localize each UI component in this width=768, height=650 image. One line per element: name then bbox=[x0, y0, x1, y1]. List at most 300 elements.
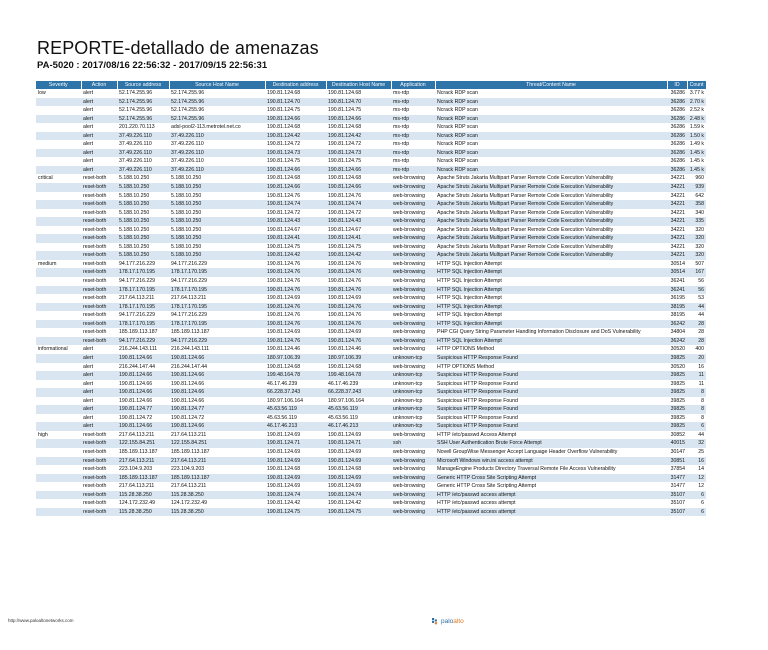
cell-threat-name: HTTP OPTIONS Method bbox=[437, 346, 494, 353]
cell-destination-address: 190.81.124.76 bbox=[267, 278, 301, 285]
cell-severity bbox=[36, 294, 81, 303]
cell-source-address: 217.64.113.211 bbox=[117, 457, 169, 466]
cell-severity bbox=[36, 303, 81, 312]
cell-application: web-browsing bbox=[391, 303, 435, 312]
cell-severity bbox=[36, 115, 81, 124]
cell-application: unknown-tcp bbox=[393, 380, 423, 387]
cell-action: reset-both bbox=[81, 320, 117, 329]
cell-count: 320 bbox=[695, 243, 704, 250]
cell-application: web-browsing bbox=[393, 312, 426, 319]
cell-threat-name: Generic HTTP Cross Site Scripting Attempt bbox=[435, 474, 667, 483]
table-row bbox=[36, 354, 706, 363]
cell-source-host-name: 178.17.170.195 bbox=[169, 320, 265, 329]
cell-destination-address: 190.81.124.66 bbox=[265, 183, 326, 192]
cell-destination-host-name: 190.81.124.42 bbox=[326, 132, 391, 141]
cell-application: web-browsing bbox=[391, 217, 435, 226]
header-source-host-name: Source Host Name bbox=[169, 81, 265, 89]
cell-count: 44 bbox=[687, 303, 706, 312]
cell-destination-host-name: 190.81.124.42 bbox=[326, 251, 391, 260]
cell-action: reset-both bbox=[83, 295, 107, 302]
cell-destination-host-name: 190.81.124.72 bbox=[328, 141, 362, 148]
cell-destination-address: 190.81.124.69 bbox=[267, 431, 301, 438]
cell-severity bbox=[36, 380, 81, 389]
table-row bbox=[36, 431, 706, 440]
cell-action: alert bbox=[83, 158, 94, 165]
cell-source-address: 178.17.170.195 bbox=[117, 268, 169, 277]
cell-application: web-browsing bbox=[391, 234, 435, 243]
cell-source-address: 37.49.226.110 bbox=[119, 141, 152, 148]
cell-action: reset-both bbox=[83, 192, 107, 199]
cell-source-host-name: 190.81.124.66 bbox=[169, 388, 265, 397]
cell-severity bbox=[36, 482, 81, 491]
cell-count: 14 bbox=[698, 466, 704, 473]
cell-threat-id: 34221 bbox=[667, 183, 687, 192]
cell-source-host-name: 190.81.124.66 bbox=[171, 397, 205, 404]
cell-action: reset-both bbox=[81, 183, 117, 192]
cell-count: 1.49 k bbox=[689, 141, 704, 148]
cell-threat-id: 34221 bbox=[667, 217, 687, 226]
cell-action: reset-both bbox=[83, 312, 107, 319]
cell-threat-name: HTTP /etc/passwd access attempt bbox=[435, 508, 667, 517]
cell-count: 28 bbox=[687, 337, 706, 346]
cell-severity: low bbox=[38, 90, 46, 96]
table-row bbox=[36, 337, 706, 346]
cell-threat-id: 35107 bbox=[667, 491, 687, 500]
cell-count: 20 bbox=[687, 354, 706, 363]
cell-destination-host-name: 190.81.124.75 bbox=[328, 107, 362, 114]
cell-severity bbox=[36, 251, 81, 260]
cell-threat-name: Suspicious HTTP Response Found bbox=[437, 414, 518, 421]
cell-count: 12 bbox=[687, 474, 706, 483]
cell-count: 642 bbox=[695, 192, 704, 199]
cell-source-host-name: 217.64.113.211 bbox=[171, 483, 207, 490]
table-row bbox=[36, 260, 706, 269]
table-row bbox=[36, 174, 706, 183]
cell-source-address: 217.64.113.211 bbox=[119, 431, 155, 438]
cell-threat-id: 36286 bbox=[667, 149, 687, 158]
cell-action: reset-both bbox=[81, 234, 117, 243]
cell-threat-name: Suspicious HTTP Response Found bbox=[437, 380, 518, 387]
table-row bbox=[36, 465, 706, 474]
cell-application: web-browsing bbox=[391, 491, 435, 500]
cell-source-address: 185.189.113.187 bbox=[119, 448, 158, 455]
cell-source-address: 5.188.10.250 bbox=[119, 226, 150, 233]
cell-source-host-name: 94.177.216.229 bbox=[171, 260, 208, 267]
cell-severity bbox=[36, 397, 81, 406]
cell-destination-host-name: 190.81.124.42 bbox=[328, 500, 362, 507]
cell-severity bbox=[36, 268, 81, 277]
cell-destination-address: 190.81.124.69 bbox=[267, 295, 301, 302]
cell-threat-id: 34221 bbox=[670, 192, 685, 199]
cell-action: alert bbox=[83, 397, 94, 404]
cell-source-host-name: 190.81.124.66 bbox=[169, 354, 265, 363]
cell-threat-id: 36286 bbox=[670, 158, 685, 165]
cell-action: reset-both bbox=[83, 483, 107, 490]
cell-action: reset-both bbox=[83, 175, 107, 182]
cell-count: 32 bbox=[687, 439, 706, 448]
table-row bbox=[36, 448, 706, 457]
cell-application: web-browsing bbox=[393, 175, 426, 182]
cell-destination-host-name: 46.17.46.213 bbox=[326, 422, 391, 431]
cell-destination-host-name: 190.81.124.68 bbox=[328, 124, 362, 131]
cell-threat-name: Ncrack RDP scan bbox=[435, 149, 667, 158]
paloalto-logo bbox=[432, 618, 464, 625]
cell-threat-id: 36242 bbox=[667, 337, 687, 346]
cell-application: unknown-tcp bbox=[391, 354, 435, 363]
cell-destination-address: 180.97.106.164 bbox=[267, 397, 304, 404]
cell-destination-host-name: 190.81.124.75 bbox=[328, 158, 362, 165]
paloalto-logo-icon bbox=[432, 618, 439, 625]
cell-source-address: 5.188.10.250 bbox=[117, 183, 169, 192]
cell-threat-id: 30851 bbox=[667, 457, 687, 466]
cell-action: alert bbox=[81, 422, 117, 431]
cell-action: reset-both bbox=[81, 303, 117, 312]
cell-action: reset-both bbox=[83, 260, 107, 267]
table-row bbox=[36, 106, 706, 115]
cell-severity bbox=[36, 422, 81, 431]
cell-application: ms-rdp bbox=[393, 90, 410, 96]
cell-source-address: 178.17.170.195 bbox=[117, 303, 169, 312]
cell-source-host-name: 37.49.226.110 bbox=[169, 132, 265, 141]
cell-source-address: 52.174.255.96 bbox=[119, 107, 153, 114]
cell-action: reset-both bbox=[83, 329, 107, 336]
cell-source-host-name: 217.64.113.211 bbox=[169, 457, 265, 466]
table-row bbox=[36, 482, 706, 491]
cell-destination-address: 199.48.164.78 bbox=[265, 371, 326, 380]
cell-destination-host-name: 190.81.124.72 bbox=[328, 209, 362, 216]
cell-threat-name: Apache Struts Jakarta Multipart Parser Remote Code Execution Vulnerability bbox=[435, 251, 667, 260]
cell-source-address: 37.49.226.110 bbox=[117, 149, 169, 158]
cell-destination-address: 190.81.124.75 bbox=[267, 107, 301, 114]
cell-threat-name: HTTP SQL Injection Attempt bbox=[437, 312, 502, 319]
cell-source-host-name: 190.81.124.66 bbox=[169, 422, 265, 431]
cell-application: web-browsing bbox=[391, 268, 435, 277]
cell-application: unknown-tcp bbox=[391, 422, 435, 431]
cell-severity bbox=[36, 363, 81, 372]
cell-severity bbox=[36, 286, 81, 295]
cell-source-host-name: 5.188.10.250 bbox=[169, 217, 265, 226]
table-row bbox=[36, 268, 706, 277]
cell-destination-host-name: 190.81.124.74 bbox=[326, 200, 391, 209]
cell-severity bbox=[36, 491, 81, 500]
cell-destination-address: 66.228.37.243 bbox=[265, 388, 326, 397]
cell-source-address: 190.81.124.66 bbox=[117, 388, 169, 397]
table-row bbox=[36, 311, 706, 320]
cell-source-address: 5.188.10.250 bbox=[119, 175, 150, 182]
cell-severity bbox=[36, 217, 81, 226]
table-row bbox=[36, 140, 706, 149]
cell-severity bbox=[36, 337, 81, 346]
cell-source-host-name: 217.64.113.211 bbox=[171, 295, 207, 302]
cell-application: web-browsing bbox=[393, 243, 426, 250]
cell-action: alert bbox=[81, 371, 117, 380]
cell-severity bbox=[36, 457, 81, 466]
cell-threat-name: HTTP OPTIONS Method bbox=[437, 363, 494, 370]
cell-action: reset-both bbox=[83, 278, 107, 285]
cell-destination-host-name: 190.81.124.73 bbox=[326, 149, 391, 158]
cell-application: web-browsing bbox=[391, 508, 435, 517]
cell-destination-host-name: 190.81.124.68 bbox=[328, 466, 362, 473]
cell-destination-address: 190.81.124.74 bbox=[265, 491, 326, 500]
cell-destination-host-name: 190.81.124.69 bbox=[328, 329, 362, 336]
cell-application: web-browsing bbox=[393, 346, 426, 353]
cell-destination-address: 190.81.124.69 bbox=[267, 483, 301, 490]
cell-action: alert bbox=[83, 380, 94, 387]
cell-severity bbox=[36, 183, 81, 192]
table-row bbox=[36, 149, 706, 158]
cell-severity: critical bbox=[38, 175, 53, 182]
cell-application: unknown-tcp bbox=[391, 405, 435, 414]
cell-severity bbox=[36, 226, 81, 235]
cell-severity: informational bbox=[38, 346, 68, 353]
cell-destination-host-name: 190.81.124.76 bbox=[328, 260, 362, 267]
cell-source-host-name: 185.189.113.187 bbox=[171, 329, 210, 336]
cell-threat-id: 39825 bbox=[670, 380, 685, 387]
cell-count: 44 bbox=[698, 312, 704, 319]
cell-application: web-browsing bbox=[391, 457, 435, 466]
cell-destination-host-name: 190.81.124.68 bbox=[328, 175, 362, 182]
cell-threat-name: HTTP /etc/passwd access attempt bbox=[437, 500, 516, 507]
cell-destination-address: 190.81.124.76 bbox=[265, 303, 326, 312]
cell-threat-name: Ncrack RDP scan bbox=[435, 98, 667, 107]
cell-source-host-name: 217.64.113.211 bbox=[171, 431, 207, 438]
cell-action: reset-both bbox=[81, 251, 117, 260]
cell-destination-host-name: 190.81.124.76 bbox=[326, 286, 391, 295]
cell-source-host-name: 115.28.38.250 bbox=[169, 491, 265, 500]
cell-count: 320 bbox=[687, 251, 706, 260]
cell-action: alert bbox=[81, 115, 117, 124]
cell-source-address: 190.81.124.66 bbox=[117, 371, 169, 380]
cell-threat-id: 30852 bbox=[670, 431, 685, 438]
table-row bbox=[36, 499, 706, 508]
cell-count: 1.45 k bbox=[689, 158, 704, 165]
cell-threat-name: HTTP SQL Injection Attempt bbox=[435, 337, 667, 346]
cell-threat-name: Apache Struts Jakarta Multipart Parser Remote Code Execution Vulnerability bbox=[437, 192, 614, 199]
table-row bbox=[36, 123, 706, 132]
cell-destination-address: 190.81.124.42 bbox=[265, 251, 326, 260]
table-row bbox=[36, 200, 706, 209]
table-row bbox=[36, 115, 706, 124]
header-destination-host-name: Destination Host Name bbox=[326, 81, 391, 89]
table-row bbox=[36, 89, 706, 98]
cell-destination-address: 190.81.124.72 bbox=[267, 141, 301, 148]
logo-text-palo: palo bbox=[441, 618, 454, 625]
logo-wordmark bbox=[441, 618, 464, 625]
cell-threat-id: 34221 bbox=[667, 251, 687, 260]
report-subtitle: PA-5020 : 2017/08/16 22:56:32 - 2017/09/15 22:56:31 bbox=[37, 60, 268, 71]
cell-application: web-browsing bbox=[393, 363, 426, 370]
cell-action: reset-both bbox=[81, 286, 117, 295]
cell-source-host-name: 5.188.10.250 bbox=[171, 209, 202, 216]
cell-count: 335 bbox=[687, 217, 706, 226]
cell-threat-name: Microsoft Windows win.ini access attempt bbox=[435, 457, 667, 466]
cell-destination-host-name: 190.81.124.76 bbox=[326, 268, 391, 277]
table-row bbox=[36, 251, 706, 260]
cell-destination-address: 190.81.124.42 bbox=[267, 500, 301, 507]
table-row bbox=[36, 397, 706, 406]
cell-count: 340 bbox=[695, 209, 704, 216]
cell-application: web-browsing bbox=[393, 278, 426, 285]
cell-source-host-name: 5.188.10.250 bbox=[171, 226, 202, 233]
footer-url[interactable]: http://www.paloaltonetworks.com bbox=[8, 618, 74, 623]
cell-source-address: 185.189.113.187 bbox=[119, 329, 158, 336]
table-row bbox=[36, 474, 706, 483]
cell-application: web-browsing bbox=[391, 183, 435, 192]
cell-threat-name: Suspicious HTTP Response Found bbox=[435, 354, 667, 363]
cell-threat-name: Ncrack RDP scan bbox=[437, 141, 478, 148]
cell-source-host-name: 124.172.232.49 bbox=[171, 500, 208, 507]
cell-application: web-browsing bbox=[393, 209, 426, 216]
table-row bbox=[36, 457, 706, 466]
cell-destination-address: 190.81.124.73 bbox=[265, 149, 326, 158]
cell-destination-host-name: 190.81.124.76 bbox=[328, 278, 362, 285]
cell-threat-id: 30514 bbox=[670, 260, 685, 267]
cell-destination-host-name: 190.81.124.43 bbox=[326, 217, 391, 226]
cell-source-host-name: 185.189.113.187 bbox=[169, 474, 265, 483]
table-row bbox=[36, 303, 706, 312]
cell-source-host-name: 190.81.124.66 bbox=[169, 371, 265, 380]
cell-threat-id: 36195 bbox=[670, 295, 685, 302]
cell-source-address: 190.81.124.66 bbox=[119, 380, 153, 387]
cell-destination-host-name: 190.81.124.76 bbox=[328, 312, 362, 319]
cell-threat-name: HTTP SQL Injection Attempt bbox=[437, 278, 502, 285]
cell-action: alert bbox=[83, 124, 94, 131]
cell-action: reset-both bbox=[83, 448, 107, 455]
cell-source-address: 122.155.84.251 bbox=[117, 439, 169, 448]
cell-action: reset-both bbox=[83, 500, 107, 507]
table-row bbox=[36, 286, 706, 295]
header-threat-name: Threat/Content Name bbox=[435, 81, 667, 89]
cell-severity bbox=[36, 499, 81, 508]
cell-destination-address: 190.81.124.74 bbox=[265, 200, 326, 209]
cell-severity bbox=[36, 474, 81, 483]
cell-destination-address: 190.81.124.72 bbox=[267, 209, 301, 216]
cell-severity bbox=[36, 209, 81, 218]
cell-action: alert bbox=[83, 363, 94, 370]
table-row bbox=[36, 98, 706, 107]
cell-source-address: 37.49.226.110 bbox=[119, 158, 152, 165]
cell-count: 28 bbox=[687, 320, 706, 329]
cell-threat-id: 36286 bbox=[667, 115, 687, 124]
cell-application: ms-rdp bbox=[393, 141, 410, 148]
cell-source-host-name: 5.188.10.250 bbox=[169, 200, 265, 209]
cell-source-address: 216.244.147.44 bbox=[119, 363, 156, 370]
cell-destination-address: 190.81.124.69 bbox=[267, 448, 301, 455]
cell-threat-name: HTTP /etc/passwd access attempt bbox=[435, 491, 667, 500]
cell-source-host-name: 94.177.216.229 bbox=[171, 312, 208, 319]
cell-source-host-name: 52.174.255.96 bbox=[171, 107, 205, 114]
cell-action: alert bbox=[81, 166, 117, 175]
cell-source-host-name: 5.188.10.250 bbox=[171, 175, 202, 182]
cell-application: web-browsing bbox=[393, 329, 426, 336]
cell-threat-id: 34221 bbox=[667, 200, 687, 209]
cell-threat-name: Apache Struts Jakarta Multipart Parser Remote Code Execution Vulnerability bbox=[437, 175, 614, 182]
cell-threat-name: Apache Struts Jakarta Multipart Parser Remote Code Execution Vulnerability bbox=[435, 200, 667, 209]
cell-threat-name: HTTP SQL Injection Attempt bbox=[435, 268, 667, 277]
cell-count: 56 bbox=[687, 286, 706, 295]
cell-application: web-browsing bbox=[391, 286, 435, 295]
cell-count: 939 bbox=[687, 183, 706, 192]
cell-threat-id: 35107 bbox=[670, 500, 685, 507]
cell-count: 6 bbox=[687, 491, 706, 500]
cell-action: alert bbox=[81, 98, 117, 107]
cell-application: ms-rdp bbox=[393, 124, 410, 131]
cell-source-address: 5.188.10.250 bbox=[119, 243, 150, 250]
cell-destination-address: 190.81.124.69 bbox=[267, 329, 301, 336]
cell-threat-name: Apache Struts Jakarta Multipart Parser Remote Code Execution Vulnerability bbox=[435, 183, 667, 192]
cell-source-address: 5.188.10.250 bbox=[119, 192, 150, 199]
cell-threat-id: 30147 bbox=[670, 448, 685, 455]
cell-threat-id: 39825 bbox=[670, 414, 685, 421]
table-row bbox=[36, 380, 706, 389]
cell-count: 12 bbox=[698, 483, 704, 490]
cell-destination-host-name: 45.63.56.119 bbox=[328, 414, 358, 421]
table-row bbox=[36, 243, 706, 252]
cell-destination-host-name: 190.81.124.75 bbox=[328, 243, 362, 250]
cell-severity bbox=[36, 98, 81, 107]
cell-threat-id: 36242 bbox=[667, 320, 687, 329]
cell-application: web-browsing bbox=[393, 483, 426, 490]
cell-source-address: 5.188.10.250 bbox=[117, 234, 169, 243]
cell-destination-address: 190.81.124.75 bbox=[265, 508, 326, 517]
cell-count: 2.52 k bbox=[689, 107, 704, 114]
cell-threat-id: 39825 bbox=[667, 388, 687, 397]
cell-destination-address: 190.81.124.42 bbox=[265, 132, 326, 141]
cell-source-host-name: 5.188.10.250 bbox=[171, 243, 202, 250]
cell-count: 6 bbox=[701, 500, 704, 507]
cell-destination-host-name: 180.97.106.39 bbox=[326, 354, 391, 363]
cell-destination-address: 46.17.46.213 bbox=[265, 422, 326, 431]
cell-action: alert bbox=[81, 405, 117, 414]
cell-threat-id: 39825 bbox=[667, 422, 687, 431]
cell-destination-address: 190.81.124.68 bbox=[267, 124, 301, 131]
cell-action: reset-both bbox=[83, 226, 107, 233]
cell-source-host-name: 115.28.38.250 bbox=[169, 508, 265, 517]
cell-destination-host-name: 190.81.124.67 bbox=[328, 226, 362, 233]
cell-application: ms-rdp bbox=[391, 98, 435, 107]
cell-threat-name: Suspicious HTTP Response Found bbox=[435, 388, 667, 397]
cell-destination-address: 190.81.124.66 bbox=[265, 166, 326, 175]
cell-source-address: 190.81.124.66 bbox=[117, 422, 169, 431]
cell-threat-id: 39825 bbox=[667, 354, 687, 363]
table-row bbox=[36, 405, 706, 414]
cell-destination-host-name: 190.81.124.46 bbox=[328, 346, 362, 353]
cell-threat-id: 36286 bbox=[667, 98, 687, 107]
cell-threat-id: 36241 bbox=[667, 286, 687, 295]
cell-severity bbox=[36, 508, 81, 517]
cell-destination-address: 190.81.124.71 bbox=[265, 439, 326, 448]
cell-source-address: 94.177.216.229 bbox=[119, 278, 156, 285]
cell-source-address: 190.81.124.77 bbox=[117, 405, 169, 414]
cell-source-address: 217.64.113.211 bbox=[119, 295, 155, 302]
cell-threat-id: 31477 bbox=[670, 483, 685, 490]
cell-threat-name: Generic HTTP Cross Site Scripting Attempt bbox=[437, 483, 537, 490]
table-row bbox=[36, 422, 706, 431]
cell-destination-address: 45.63.56.119 bbox=[265, 405, 326, 414]
cell-destination-address: 190.81.124.43 bbox=[265, 217, 326, 226]
cell-application: ms-rdp bbox=[391, 115, 435, 124]
cell-source-address: 5.188.10.250 bbox=[119, 209, 150, 216]
cell-destination-address: 190.81.124.76 bbox=[265, 268, 326, 277]
cell-source-address: 178.17.170.195 bbox=[117, 320, 169, 329]
cell-destination-host-name: 190.81.124.69 bbox=[326, 457, 391, 466]
cell-threat-id: 36286 bbox=[667, 166, 687, 175]
cell-threat-name: Ncrack RDP scan bbox=[437, 124, 478, 131]
cell-action: alert bbox=[81, 354, 117, 363]
cell-application: ms-rdp bbox=[393, 107, 410, 114]
cell-source-host-name: 37.49.226.110 bbox=[171, 141, 204, 148]
cell-destination-host-name: 190.81.124.76 bbox=[326, 320, 391, 329]
